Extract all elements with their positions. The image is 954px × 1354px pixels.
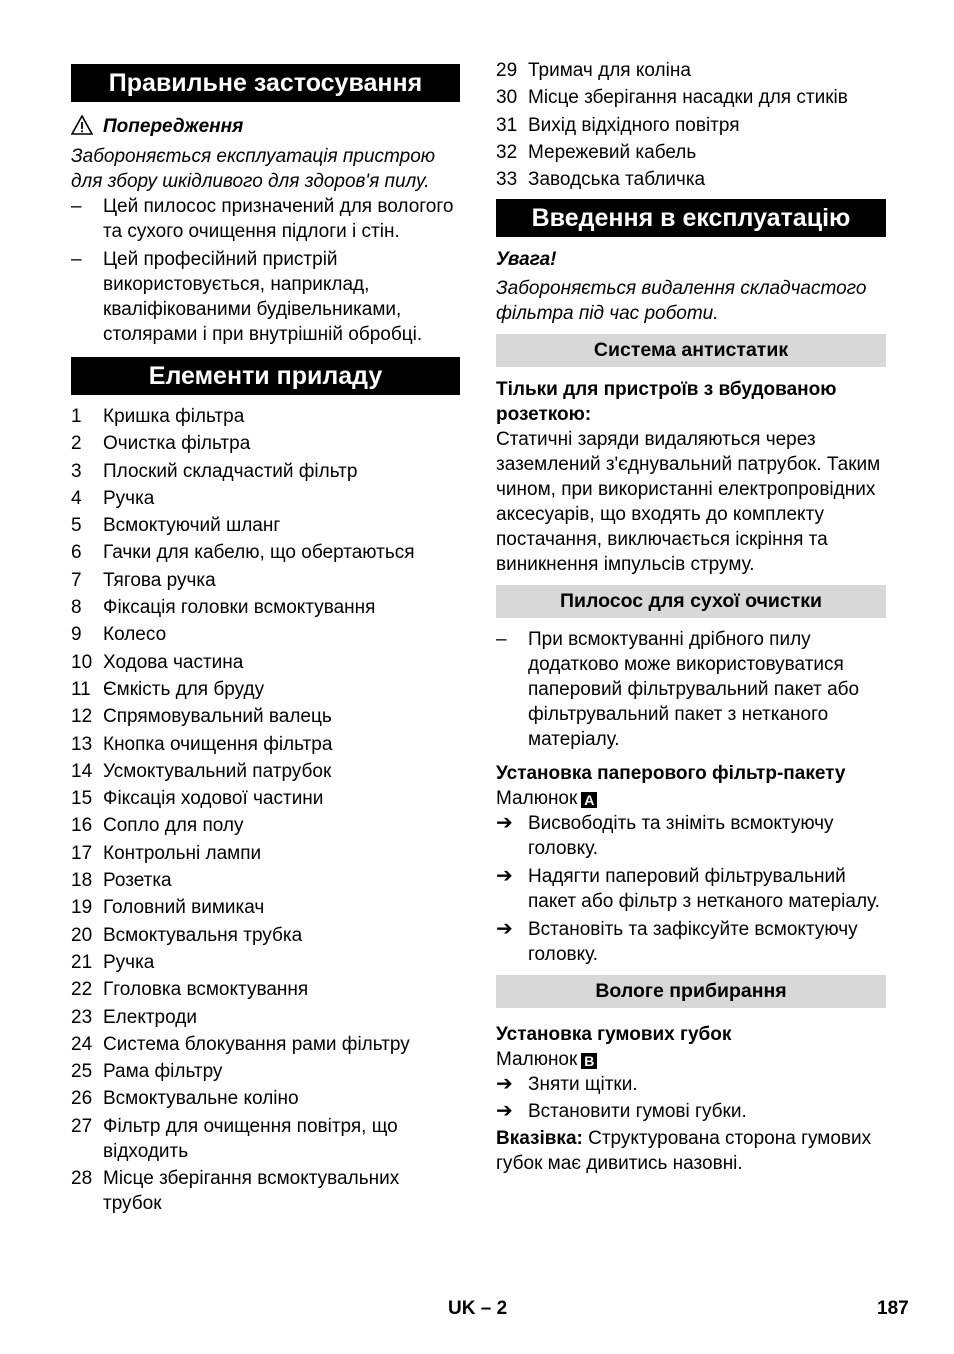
- dash-marker: –: [496, 629, 507, 651]
- item-number: 16: [71, 815, 93, 837]
- warning-icon: [71, 115, 93, 135]
- note-label: Вказівка:: [496, 1128, 583, 1150]
- item-number: 18: [71, 870, 93, 892]
- item-label: Вихід відхідного повітря: [528, 114, 740, 136]
- item-label: Електроди: [103, 1006, 197, 1028]
- step-item: [496, 811, 886, 861]
- list-item: [71, 786, 460, 811]
- right-column: [496, 58, 886, 1176]
- item-number: 24: [71, 1033, 93, 1055]
- item-label: Місце зберігання всмоктувальних трубок: [103, 1168, 400, 1215]
- item-label: Ємкість для бруду: [103, 678, 265, 700]
- list-item: [71, 513, 460, 538]
- item-number: 28: [71, 1168, 93, 1190]
- item-label: Сопло для полу: [103, 815, 244, 837]
- heading-device-elements: Елементи приладу: [71, 357, 460, 395]
- dash-marker: –: [71, 196, 82, 217]
- item-number: 14: [71, 760, 93, 782]
- step-text: Встановити гумові губки.: [528, 1101, 747, 1123]
- heading-dry-vacuum: Пилосос для сухої очистки: [496, 585, 886, 618]
- item-label: Всмоктуючий шланг: [103, 515, 281, 537]
- footer-section-label: UK – 2: [448, 1298, 508, 1319]
- list-item: [71, 895, 460, 920]
- item-label: Кнопка очищення фільтра: [103, 733, 333, 755]
- arrow-icon: ➔: [496, 812, 513, 835]
- list-item: [71, 568, 460, 593]
- item-label: Заводська табличка: [528, 169, 706, 191]
- step-item: [496, 1099, 886, 1124]
- list-item: [71, 841, 460, 866]
- item-number: 33: [496, 169, 518, 191]
- item-label: Очистка фільтра: [103, 433, 251, 455]
- step-item: [496, 864, 886, 914]
- arrow-icon: ➔: [496, 865, 513, 888]
- parts-list: [71, 404, 460, 1216]
- paper-filter-title: Установка паперового фільтр-пакету: [496, 763, 846, 785]
- list-item: [71, 1114, 460, 1164]
- item-number: 32: [496, 141, 518, 163]
- figure-b-badge: B: [581, 1053, 597, 1069]
- list-item-text: Цей професійний пристрій використовується, наприклад, кваліфікованими будівельниками, столярами і при внутрішній обробці.: [103, 249, 423, 345]
- item-label: Ручка: [103, 951, 155, 973]
- list-item: [71, 977, 460, 1002]
- list-item: [71, 247, 460, 347]
- list-item: [71, 194, 460, 244]
- item-label: Гголовка всмоктування: [103, 979, 309, 1001]
- parts-list-continued: [496, 58, 886, 192]
- list-item: [71, 732, 460, 757]
- attention-text: Забороняється видалення складчастого фільтра під час роботи.: [496, 278, 867, 325]
- item-number: 20: [71, 924, 93, 946]
- list-item: [71, 704, 460, 729]
- item-number: 29: [496, 60, 518, 81]
- step-text: Встановіть та зафіксуйте всмоктуючу головку.: [528, 919, 858, 966]
- list-item: [496, 58, 886, 83]
- list-item: [71, 431, 460, 456]
- item-label: Фіксація головки всмоктування: [103, 597, 376, 619]
- list-item: [71, 459, 460, 484]
- item-label: Ходова частина: [103, 651, 244, 673]
- item-number: 11: [71, 678, 91, 700]
- item-number: 4: [71, 487, 82, 509]
- arrow-icon: ➔: [496, 1100, 513, 1123]
- list-item: [71, 595, 460, 620]
- list-item: [496, 85, 886, 110]
- item-number: 22: [71, 979, 93, 1001]
- step-text: Надягти паперовий фільтрувальний пакет або фільтр з нетканого матеріалу.: [528, 866, 880, 913]
- list-item: [71, 950, 460, 975]
- item-number: 12: [71, 706, 93, 728]
- item-label: Тягова ручка: [103, 569, 216, 591]
- antistatic-condition: Тільки для пристроїв з вбудованою розеткою:: [496, 379, 837, 426]
- item-number: 25: [71, 1061, 93, 1083]
- item-label: Головний вимикач: [103, 897, 265, 919]
- item-label: Тримач для коліна: [528, 60, 691, 81]
- note-text: Структурована сторона гумових губок має дивитись назовні.: [496, 1128, 872, 1175]
- item-label: Ручка: [103, 487, 155, 509]
- heading-wet-cleaning: Вологе прибирання: [496, 975, 886, 1008]
- list-item-text: Цей пилосос призначений для вологого та сухого очищення підлоги і стін.: [103, 196, 454, 242]
- list-item: [496, 113, 886, 138]
- list-item: [71, 404, 460, 429]
- page-number: 187: [877, 1298, 909, 1319]
- figure-ref-a: [496, 786, 886, 811]
- item-number: 5: [71, 515, 82, 537]
- list-item: [71, 677, 460, 702]
- list-item: [71, 486, 460, 511]
- heading-commissioning: Введення в експлуатацію: [496, 199, 886, 237]
- item-number: 7: [71, 569, 82, 591]
- rubber-lips-title: Установка гумових губок: [496, 1024, 732, 1046]
- item-label: Кришка фільтра: [103, 406, 245, 427]
- item-label: Спрямовувальний валець: [103, 706, 332, 728]
- dash-marker: –: [71, 249, 82, 270]
- step-text: Зняти щітки.: [528, 1074, 638, 1096]
- item-number: 2: [71, 433, 82, 455]
- heading-antistatic: Система антистатик: [496, 334, 886, 367]
- list-item: [71, 1032, 460, 1057]
- item-number: 15: [71, 788, 93, 810]
- item-label: Система блокування рами фільтру: [103, 1033, 410, 1055]
- step-text: Висвободіть та зніміть всмоктуючу головку.: [528, 813, 834, 860]
- note: [496, 1126, 886, 1176]
- item-label: Колесо: [103, 624, 167, 646]
- item-number: 10: [71, 651, 93, 673]
- figure-label: Малюнок: [496, 788, 578, 810]
- figure-ref-b: [496, 1047, 886, 1072]
- arrow-icon: ➔: [496, 1073, 513, 1096]
- figure-a-badge: A: [581, 792, 597, 808]
- item-number: 6: [71, 542, 82, 564]
- left-column: [71, 64, 460, 1218]
- item-number: 9: [71, 624, 82, 646]
- arrow-icon: ➔: [496, 918, 513, 941]
- item-label: Усмоктувальний патрубок: [103, 760, 332, 782]
- warning-text: Забороняється експлуатація пристрою для збору шкідливого для здоров'я пилу.: [71, 146, 436, 192]
- item-number: 21: [71, 951, 93, 973]
- step-item: [496, 1072, 886, 1097]
- warning-heading: [71, 114, 460, 139]
- list-item: [496, 140, 886, 165]
- item-label: Гачки для кабелю, що обертаються: [103, 542, 415, 564]
- item-number: 17: [71, 842, 93, 864]
- item-label: Фільтр для очищення повітря, що відходить: [103, 1115, 398, 1162]
- item-label: Фіксація ходової частини: [103, 788, 324, 810]
- item-number: 8: [71, 597, 82, 619]
- warning-title: Попередження: [103, 116, 244, 137]
- item-label: Всмоктувальня трубка: [103, 924, 303, 946]
- heading-proper-use: Правильне застосування: [71, 64, 460, 102]
- item-label: Місце зберігання насадки для стиків: [528, 87, 848, 109]
- item-label: Рама фільтру: [103, 1061, 223, 1083]
- item-number: 27: [71, 1115, 93, 1137]
- list-item: [71, 1059, 460, 1084]
- list-item: [71, 1086, 460, 1111]
- list-item: [71, 1005, 460, 1030]
- list-item-text: При всмоктуванні дрібного пилу додатково може використовуватися паперовий фільтрувальний пакет або фільтрувальний пакет з нетканого матеріалу.: [528, 629, 860, 751]
- item-number: 30: [496, 87, 518, 109]
- list-item: [496, 627, 886, 752]
- item-number: 1: [71, 406, 82, 427]
- item-label: Контрольні лампи: [103, 842, 262, 864]
- step-item: [496, 917, 886, 967]
- item-label: Розетка: [103, 870, 172, 892]
- attention-title: Увага!: [496, 249, 557, 271]
- item-number: 31: [496, 114, 518, 136]
- item-label: Мережевий кабель: [528, 141, 697, 163]
- figure-label: Малюнок: [496, 1049, 578, 1071]
- list-item: [71, 923, 460, 948]
- item-number: 26: [71, 1088, 93, 1110]
- list-item: [71, 650, 460, 675]
- list-item: [71, 868, 460, 893]
- list-item: [496, 167, 886, 192]
- antistatic-text: Статичні заряди видаляються через заземлений з'єднувальний патрубок. Таким чином, при використанні електропровідних аксесуарів, що входять до комплекту постачання, виключається іскріння та виникнення імпульсів струму.: [496, 429, 881, 576]
- item-number: 13: [71, 733, 93, 755]
- list-item: [71, 813, 460, 838]
- item-label: Плоский складчастий фільтр: [103, 460, 358, 482]
- item-label: Всмоктувальне коліно: [103, 1088, 299, 1110]
- list-item: [71, 1166, 460, 1216]
- list-item: [71, 622, 460, 647]
- list-item: [71, 759, 460, 784]
- item-number: 3: [71, 460, 82, 482]
- list-item: [71, 540, 460, 565]
- item-number: 19: [71, 897, 93, 919]
- item-number: 23: [71, 1006, 93, 1028]
